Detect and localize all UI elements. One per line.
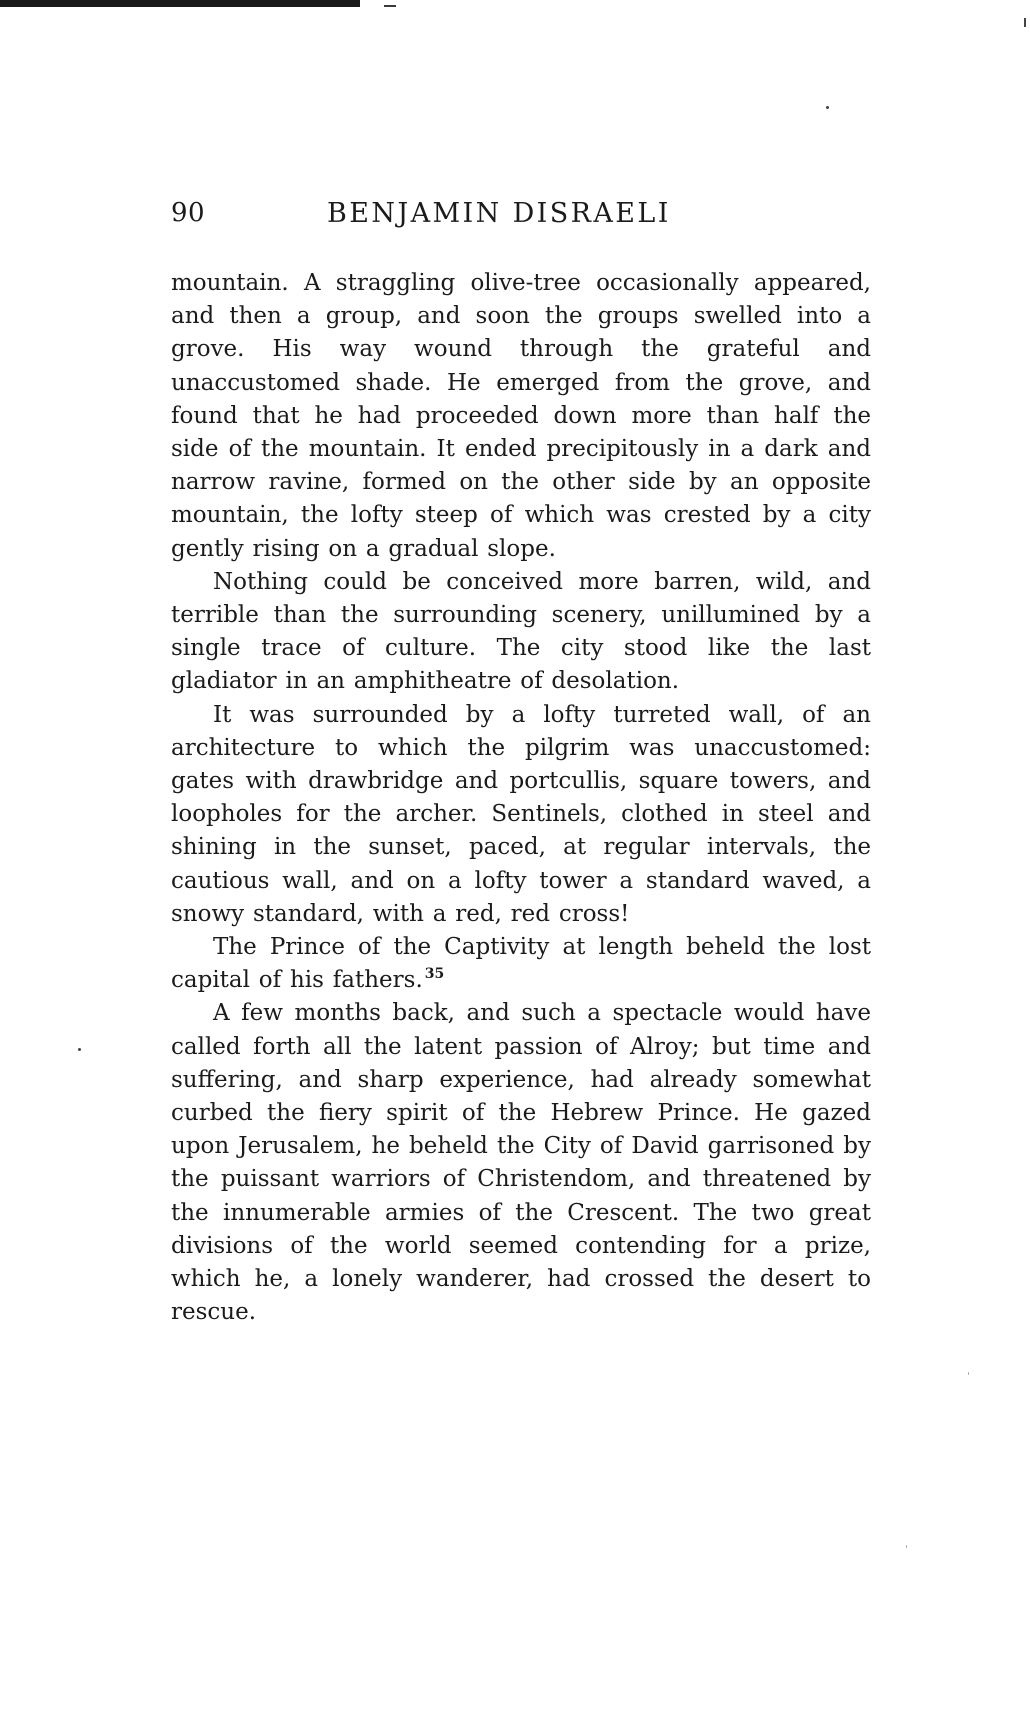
- paragraph-3-text: It was surrounded by a lofty turreted wall, of an architecture to which the pilgrim was unaccustomed: gates with drawbridge and portcullis, square towers, and loopholes for the archer. Sentinels, clothed in steel and shining in the sunset, paced, at regular intervals, the cautious wall, and on a lofty tower a standard waved, a snowy standard, with a red, red cross!: [171, 701, 871, 927]
- scan-speck: [78, 1048, 81, 1051]
- paragraph-4: [171, 931, 871, 997]
- paragraph-2: [171, 566, 871, 699]
- paragraph-1: [171, 267, 871, 566]
- paragraph-4-text: The Prince of the Captivity at length beheld the lost capital of his fathers.: [171, 934, 871, 994]
- scan-speck: [968, 1372, 969, 1375]
- scan-speck: [826, 106, 829, 109]
- top-edge-rule: [0, 0, 360, 7]
- top-edge-mark: [384, 5, 396, 7]
- paragraph-5-text: A few months back, and such a spectacle would have called forth all the latent passion of Alroy; but time and suffering, and sharp experience, had already somewhat curbed the fiery spirit of the Hebrew Prince. He gazed upon Jerusalem, he beheld the City of David garrisoned by the puissant warriors of Christendom, and threatened by the innumerable armies of the Crescent. The two great divisions of the world seemed contending for a prize, which he, a lonely wanderer, had crossed the desert to rescue.: [171, 1000, 871, 1326]
- body-text: [171, 267, 871, 1330]
- page-number: 90: [171, 198, 206, 228]
- paragraph-3: [171, 699, 871, 931]
- paragraph-2-text: Nothing could be conceived more barren, wild, and terrible than the surrounding scenery, unillumined by a single trace of culture. The city stood like the last gladiator in an amphitheatre of desolation.: [171, 568, 871, 695]
- running-title: BENJAMIN DISRAELI: [327, 198, 671, 229]
- paragraph-5: [171, 997, 871, 1329]
- scan-speck: [906, 1545, 907, 1548]
- page-header: [171, 198, 871, 242]
- footnote-reference: 35: [424, 966, 445, 983]
- paragraph-1-text: mountain. A straggling olive-tree occasionally appeared, and then a group, and soon the groups swelled into a grove. His way wound through the grateful and unaccustomed shade. He emerged from the grove, and found that he had proceeded down more than half the side of the mountain. It ended precipitously in a dark and narrow ravine, formed on the other side by an opposite mountain, the lofty steep of which was crested by a city gently rising on a gradual slope.: [171, 270, 871, 562]
- scan-speck: [1024, 18, 1026, 27]
